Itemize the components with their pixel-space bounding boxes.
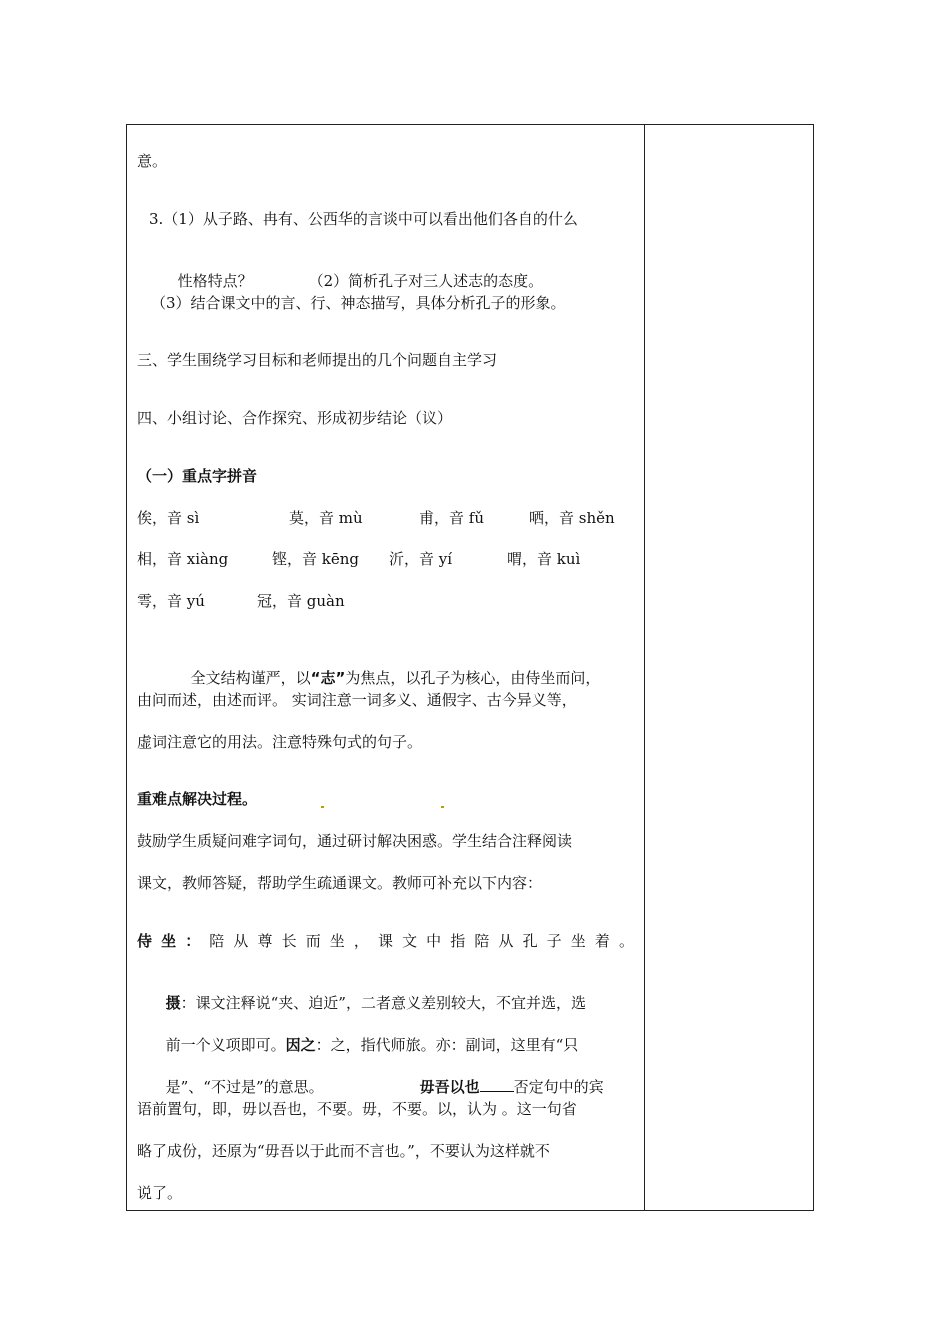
question-3: 3.（1）从子路、冉有、公西华的言谈中可以看出他们各自的什么 bbox=[149, 210, 578, 228]
section-four: 四、小组讨论、合作探究、形成初步结论（议） bbox=[137, 409, 453, 427]
pinyin-item: 冠，音 guàn bbox=[257, 592, 345, 610]
text-span: 陪从尊长而坐，课文中指陪从孔子坐着。 bbox=[209, 932, 634, 950]
key-points-heading: 重难点解决过程。 bbox=[137, 790, 258, 808]
paragraph-line: 课文，教师答疑，帮助学生疏通课文。教师可补充以下内容： bbox=[137, 874, 543, 892]
emphasis-zhi: “志” bbox=[310, 669, 346, 687]
paragraph-line: 略了成份，还原为“毋吾以于此而不言也。”，不要认为这样就不 bbox=[137, 1142, 550, 1160]
pinyin-heading: （一）重点字拼音 bbox=[137, 467, 258, 485]
text-span: ：之，指代师旅。亦：副词，这里有“只 bbox=[315, 1036, 579, 1054]
paragraph-line: 鼓励学生质疑问难字词句，通过研讨解决困惑。学生结合注释阅读 bbox=[137, 832, 573, 850]
text-span: 否定句中的宾 bbox=[513, 1078, 604, 1096]
paragraph-line: 虚词注意它的用法。注意特殊句式的句子。 bbox=[137, 733, 423, 751]
text-line: 意。 bbox=[137, 152, 168, 170]
question-3-part2: （2）简析孔子对三人述志的态度。 bbox=[308, 272, 544, 290]
column-divider bbox=[644, 125, 645, 1210]
stray-mark bbox=[441, 806, 444, 808]
pinyin-item: 沂，音 yí bbox=[389, 550, 453, 568]
text-span: 前一个义项即可。 bbox=[165, 1036, 286, 1054]
pinyin-item: 甫，音 fǔ bbox=[419, 509, 484, 527]
term-shizuo: 侍坐： bbox=[137, 932, 210, 950]
term-wuwuyiye: 毋吾以也 bbox=[419, 1078, 480, 1096]
text-span: 为焦点，以孔子为核心，由侍坐而问， bbox=[345, 669, 601, 687]
paragraph-line: 说了。 bbox=[137, 1184, 183, 1202]
pinyin-item: 铿，音 kēng bbox=[272, 550, 359, 568]
paragraph-line: 由问而述，由述而评。 实词注意一词多义、通假字、古今异义等， bbox=[137, 691, 577, 709]
text-span: 全文结构谨严，以 bbox=[190, 669, 311, 687]
pinyin-item: 俟，音 sì bbox=[137, 509, 200, 527]
question-3-part: 性格特点？ bbox=[177, 272, 253, 290]
lesson-table bbox=[126, 124, 814, 1211]
pinyin-item: 哂，音 shěn bbox=[529, 509, 615, 527]
text-span: ：课文注释说“夹、迫近”，二者意义差别较大，不宜并选，选 bbox=[180, 994, 586, 1012]
question-3-part3: （3）结合课文中的言、行、神态描写，具体分析孔子的形象。 bbox=[151, 294, 566, 312]
pinyin-item: 相，音 xiàng bbox=[137, 550, 229, 568]
paragraph-line: 语前置句，即，毋以吾也，不要。毋，不要。以，认为 。这一句省 bbox=[137, 1100, 577, 1118]
paragraph-line bbox=[137, 931, 634, 951]
section-three: 三、学生围绕学习目标和老师提出的几个问题自主学习 bbox=[137, 351, 498, 369]
pinyin-item: 雩，音 yú bbox=[137, 592, 205, 610]
blank-underline bbox=[480, 1077, 514, 1092]
text-span: 是”、“不过是”的意思。 bbox=[165, 1078, 324, 1096]
term-she: 摄 bbox=[165, 994, 181, 1012]
pinyin-item: 莫，音 mù bbox=[289, 509, 363, 527]
term-yinzhi: 因之 bbox=[285, 1036, 316, 1054]
pinyin-item: 喟，音 kuì bbox=[507, 550, 581, 568]
stray-mark bbox=[321, 806, 324, 808]
